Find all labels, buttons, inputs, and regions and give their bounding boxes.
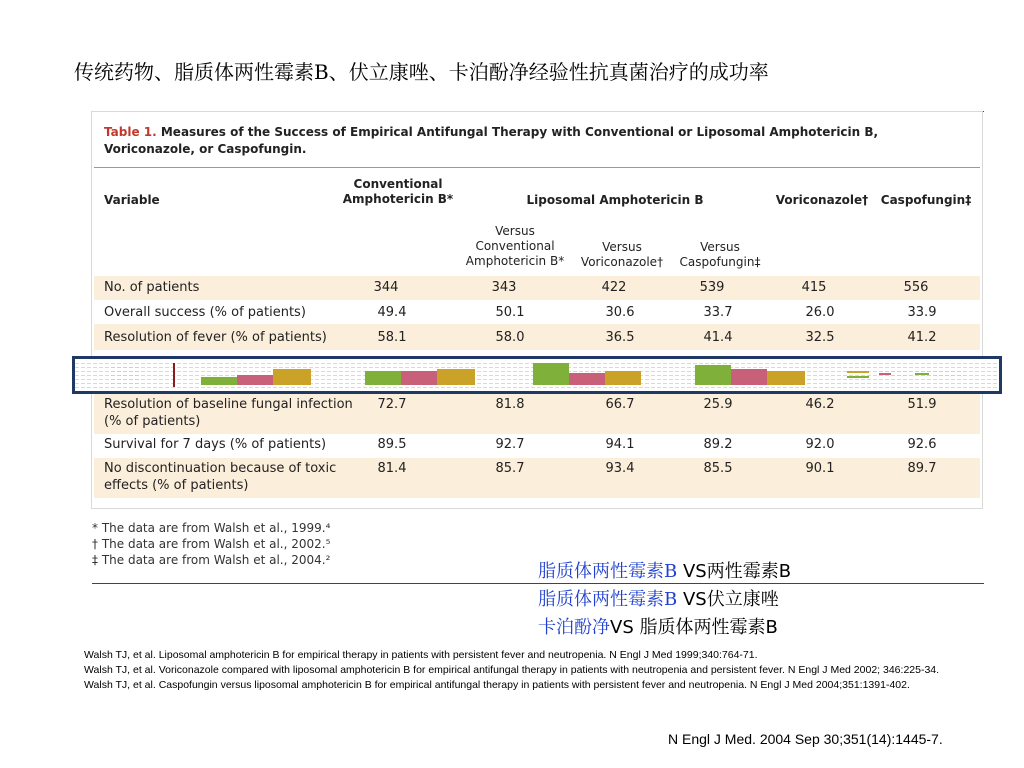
col-header-liposomal: Liposomal Amphotericin B: [526, 193, 704, 207]
cell-value: 30.6: [605, 305, 635, 320]
cell-value: 90.1: [805, 461, 835, 476]
row-label: Resolution of baseline fungal infection (% of patients): [104, 397, 353, 429]
comparison-vs: VS: [610, 617, 640, 638]
table-row: [94, 434, 980, 458]
cell-value: 539: [699, 280, 725, 295]
chart-strip: [72, 356, 1002, 394]
table-row: [94, 300, 980, 324]
cell-value: 50.1: [495, 305, 525, 320]
cell-value: 89.2: [703, 437, 733, 452]
cell-value: 33.7: [703, 305, 733, 320]
cell-value: 81.4: [377, 461, 407, 476]
cell-value: 92.0: [805, 437, 835, 452]
col-header-conventional: Conventional Amphotericin B*: [342, 177, 454, 206]
cell-value: 36.5: [605, 330, 635, 345]
cell-value: 58.0: [495, 330, 525, 345]
cell-value: 25.9: [703, 397, 733, 412]
chart-strip-graphic: [75, 359, 999, 391]
cell-value: 81.8: [495, 397, 525, 412]
cell-value: 85.5: [703, 461, 733, 476]
cell-value: 66.7: [605, 397, 635, 412]
cell-value: 26.0: [805, 305, 835, 320]
comparison-line: [538, 614, 791, 642]
cell-value: 92.6: [907, 437, 937, 452]
col-header-voriconazole: Voriconazole†: [775, 193, 869, 207]
cell-value: 85.7: [495, 461, 525, 476]
cell-value: 41.2: [907, 330, 937, 345]
table-row: [94, 324, 980, 350]
cell-value: 72.7: [377, 397, 407, 412]
cell-value: 422: [601, 280, 627, 295]
cell-value: 89.5: [377, 437, 407, 452]
table-caption-text: Measures of the Success of Empirical Antifungal Therapy with Conventional or Liposomal Amphotericin B, Voriconazole, or Caspofungin.: [104, 125, 879, 156]
reference-item: Walsh TJ, et al. Liposomal amphotericin B for empirical therapy in patients with persistent fever and neutropenia. N Engl J Med 1999;340:764-71.: [84, 649, 758, 661]
footnote: ‡ The data are from Walsh et al., 2004.²: [92, 553, 331, 567]
cell-value: 89.7: [907, 461, 937, 476]
comparison-vs: VS: [677, 589, 707, 610]
footnote: † The data are from Walsh et al., 2002.⁵: [92, 537, 331, 551]
table-header-rule: [94, 167, 980, 168]
comparison-vs: VS: [677, 561, 707, 582]
footnote: * The data are from Walsh et al., 1999.⁴: [92, 521, 331, 535]
table-caption: [104, 124, 964, 158]
table-footnotes: [92, 520, 330, 568]
cell-value: 92.7: [495, 437, 525, 452]
comparison-b: 脂质体两性霉素B: [639, 617, 778, 638]
slide-title: 传统药物、脂质体两性霉素B、伏立康唑、卡泊酚净经验性抗真菌治疗的成功率: [74, 60, 769, 84]
reference-item: Walsh TJ, et al. Caspofungin versus liposomal amphotericin B for empirical antifungal therapy in patients with persistent fever and neutropenia. N Engl J Med 2004;351:1391-402.: [84, 679, 910, 691]
table-row: [94, 394, 980, 434]
source-citation: N Engl J Med. 2004 Sep 30;351(14):1445-7.: [668, 731, 943, 747]
comparison-a: 脂质体两性霉素B: [538, 561, 678, 582]
cell-value: 33.9: [907, 305, 937, 320]
cell-value: 415: [801, 280, 827, 295]
cell-value: 343: [491, 280, 517, 295]
subheader-vs-voriconazole: Versus Voriconazole†: [580, 240, 664, 269]
row-label: Survival for 7 days (% of patients): [104, 437, 327, 452]
reference-list: [84, 648, 1004, 693]
comparison-line: [538, 558, 791, 586]
cell-value: 32.5: [805, 330, 835, 345]
table-row: [94, 458, 980, 498]
row-label: Overall success (% of patients): [104, 305, 306, 320]
comparison-a: 卡泊酚净: [538, 617, 610, 638]
cell-value: 94.1: [605, 437, 635, 452]
row-label: No. of patients: [104, 280, 200, 295]
cell-value: 344: [373, 280, 399, 295]
comparison-a: 脂质体两性霉素B: [538, 589, 678, 610]
subheader-vs-conventional: Versus Conventional Amphotericin B*: [465, 224, 565, 268]
comparison-b: 两性霉素B: [706, 561, 792, 582]
table-row: [94, 276, 980, 300]
comparison-list: [538, 558, 791, 642]
cell-value: 93.4: [605, 461, 635, 476]
reference-item: Walsh TJ, et al. Voriconazole compared with liposomal amphotericin B for empirical antifungal therapy in patients with neutropenia and persistent fever. N Engl J Med 2002; 346:225-34.: [84, 664, 940, 676]
comparison-b: 伏立康唑: [706, 589, 779, 610]
cell-value: 41.4: [703, 330, 733, 345]
cell-value: 46.2: [805, 397, 835, 412]
subheader-vs-caspofungin: Versus Caspofungin‡: [679, 240, 761, 269]
cell-value: 51.9: [907, 397, 937, 412]
table-caption-label: Table 1.: [104, 125, 157, 139]
cell-value: 556: [903, 280, 929, 295]
col-header-variable: Variable: [104, 193, 160, 207]
row-label: No discontinuation because of toxic effects (% of patients): [104, 461, 337, 493]
cell-value: 58.1: [377, 330, 407, 345]
col-header-caspofungin: Caspofungin‡: [880, 193, 972, 207]
cell-value: 49.4: [377, 305, 407, 320]
comparison-line: [538, 586, 791, 614]
row-label: Resolution of fever (% of patients): [104, 330, 327, 345]
